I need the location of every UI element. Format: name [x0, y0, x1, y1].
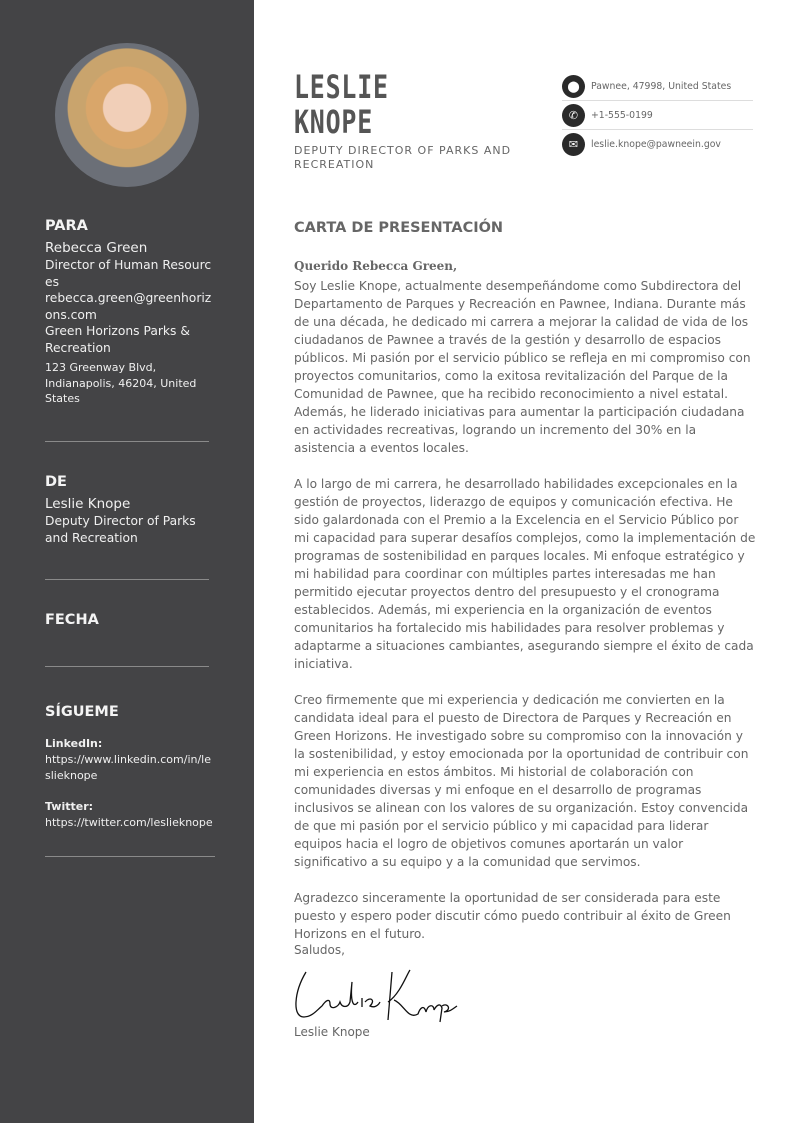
signed-name: Leslie Knope — [294, 1025, 370, 1039]
greeting: Querido Rebecca Green, — [294, 259, 458, 273]
contact-location — [562, 72, 753, 101]
divider — [45, 579, 209, 580]
signature-image — [292, 962, 462, 1027]
applicant-role: DEPUTY DIRECTOR OF PARKS AND RECREATION — [294, 144, 512, 171]
social-heading: SÍGUEME — [45, 704, 119, 720]
closing: Saludos, — [294, 943, 345, 957]
sender-title: Deputy Director of Parks and Recreation — [45, 514, 196, 545]
contact-phone — [562, 101, 753, 130]
divider — [45, 441, 209, 442]
date-heading: FECHA — [45, 612, 99, 628]
recipient-email[interactable]: rebecca.green@greenhorizons.com — [45, 291, 212, 322]
recipient-section — [45, 218, 215, 407]
recipient-address: 123 Greenway Blvd, Indianapolis, 46204, United States — [45, 361, 197, 405]
twitter-link[interactable]: https://twitter.com/leslieknope — [45, 816, 213, 829]
letter-body — [294, 257, 756, 961]
paragraph: Soy Leslie Knope, actualmente desempeñándome como Subdirectora del Departamento de Parques y Recreación en Pawnee, Indiana. Durante más de una década, he dedicado mi carrera a mejorar la calidad de vida de los ciudadanos de Pawnee a través de la gestión y desarrollo de espacios públicos. Mi pasión por el servicio público se refleja en mi compromiso con proyectos comunitarios, como la exitosa revitalización del Parque de la Comunidad de Pawnee, que ha recibido reconocimiento a nivel estatal. Además, he liderado iniciativas para aumentar la participación ciudadana en actividades recreativas, logrando un incremento del 30% en la asistencia a eventos locales. — [294, 279, 751, 455]
applicant-name — [294, 70, 389, 140]
social-section — [45, 704, 215, 831]
contact-text[interactable]: +1-555-0199 — [591, 109, 653, 121]
recipient-title: Director of Human Resources — [45, 258, 212, 289]
last-name: KNOPE — [294, 103, 374, 141]
paragraph: Creo firmemente que mi experiencia y dedicación me convierten en la candidata ideal para el puesto de Directora de Parques y Recreación en Green Horizons. He investigado sobre su compromiso con la innovación y la sostenibilidad, y estoy emocionada por la oportunidad de contribuir con mi experiencia en estos ámbitos. Mi historial de colaboración con comunidades diversas y mi enfoque en el desarrollo de programas inclusivos se alinean con los valores de su organización. Estoy convencida de que mi pasión por el servicio público y mi capacidad para liderar equipos hacia el logro de objetivos comunes aportarán un valor significativo a su equipo y a la comunidad que servimos. — [294, 693, 749, 869]
sender-heading: DE — [45, 474, 67, 490]
contact-text: Pawnee, 47998, United States — [591, 80, 732, 92]
divider — [45, 856, 215, 857]
paragraph: A lo largo de mi carrera, he desarrollado habilidades excepcionales en la gestión de proyectos, liderazgo de equipos y comunicación efectiva. He sido galardonada con el Premio a la Excelencia en el Servicio Público por mi capacidad para superar desafíos complejos, como la implementación de programas de sostenibilidad en parques locales. Mi enfoque estratégico y mi habilidad para coordinar con múltiples partes interesadas me han permitido ejecutar proyectos dentro del presupuesto y el cronograma establecidos. Además, mi experiencia en la organización de eventos comunitarios ha fortalecido mis habilidades para resolver problemas y adaptarme a situaciones cambiantes, asegurando siempre el éxito de cada iniciativa. — [294, 477, 756, 671]
twitter-label: Twitter: — [45, 800, 94, 813]
phone-icon: ✆ — [562, 104, 585, 127]
contact-text[interactable]: leslie.knope@pawneein.gov — [591, 139, 721, 150]
letter-title: CARTA DE PRESENTACIÓN — [294, 220, 504, 236]
linkedin-label: LinkedIn: — [45, 737, 103, 750]
sidebar — [0, 0, 254, 1123]
map-pin-icon: ⬤ — [562, 75, 585, 98]
recipient-name: Rebecca Green — [45, 240, 148, 256]
sender-name: Leslie Knope — [45, 496, 131, 512]
contact-list — [562, 72, 753, 159]
contact-email — [562, 130, 753, 159]
mail-icon: ✉ — [562, 133, 585, 156]
divider — [45, 666, 209, 667]
linkedin-link[interactable]: https://www.linkedin.com/in/leslieknope — [45, 753, 211, 782]
recipient-company: Green Horizons Parks & Recreation — [45, 324, 190, 355]
paragraph: Agradezco sinceramente la oportunidad de ser considerada para este puesto y espero poder discutir cómo puedo contribuir al éxito de Green Horizons en el futuro. — [294, 891, 731, 941]
recipient-heading: PARA — [45, 218, 88, 234]
first-name: LESLIE — [294, 68, 389, 106]
sender-section — [45, 474, 215, 546]
date-section — [45, 612, 215, 634]
profile-photo — [55, 43, 199, 187]
